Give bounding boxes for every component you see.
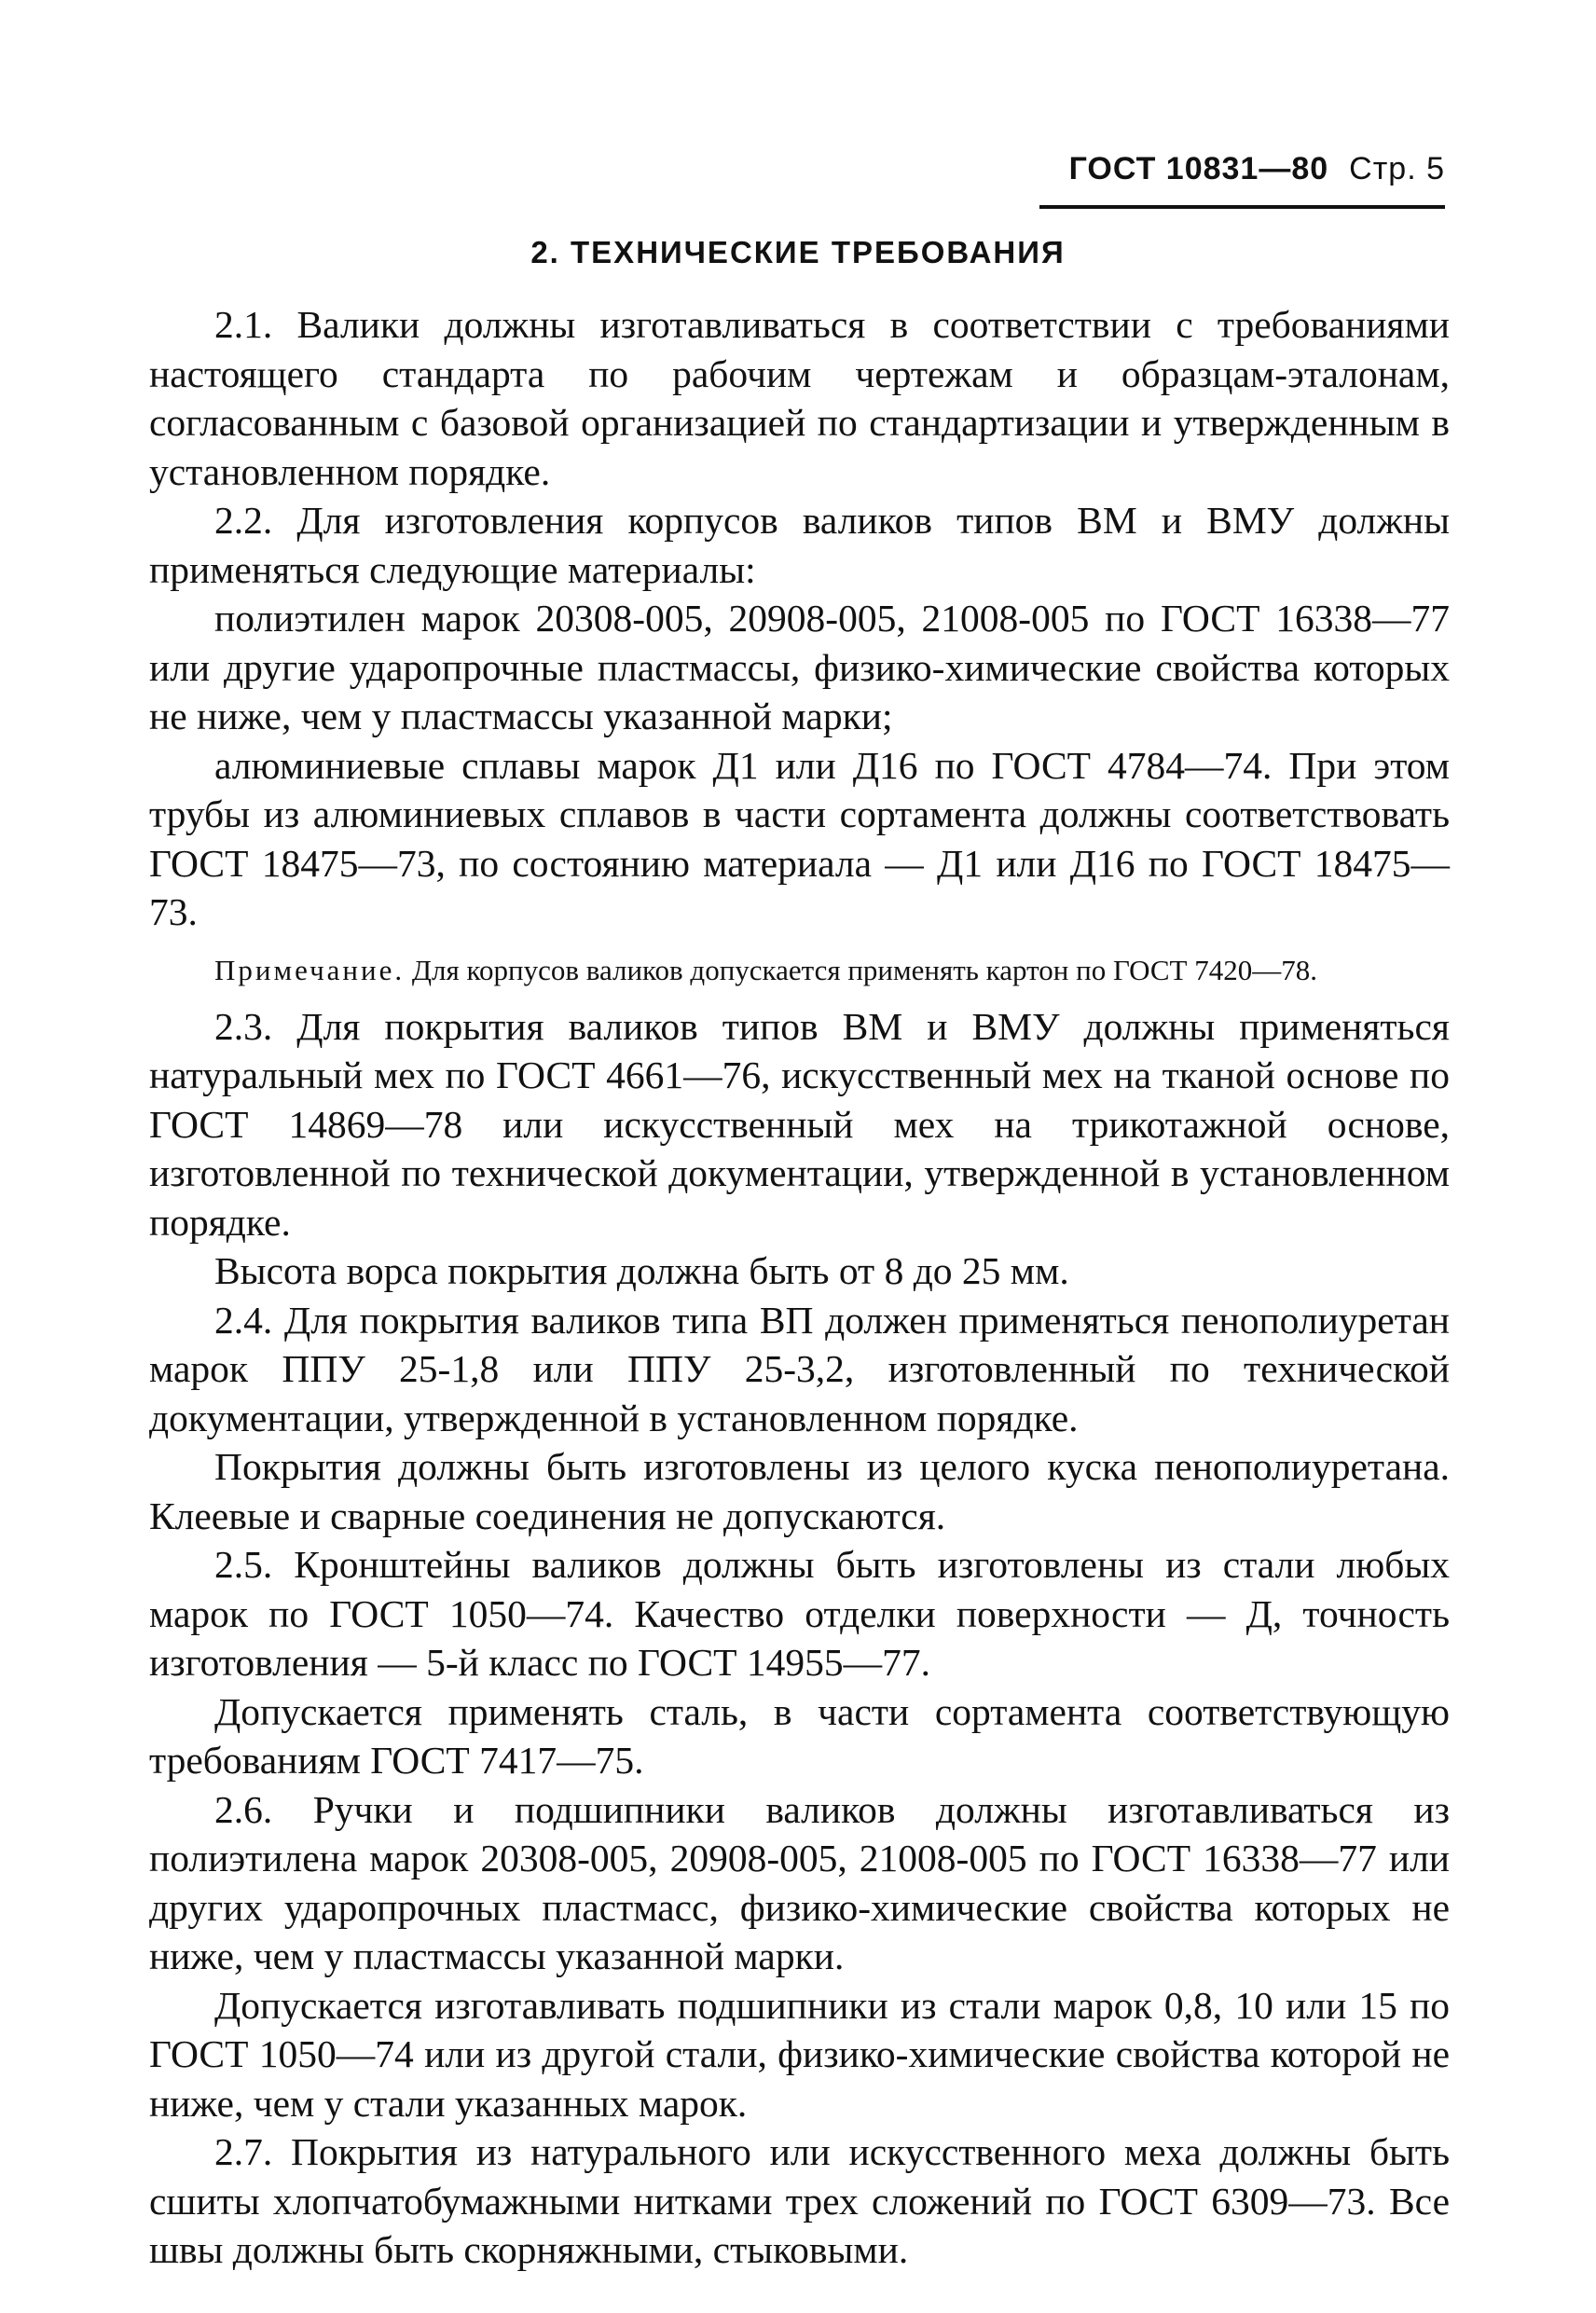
pile-height: Высота ворса покрытия должна быть от 8 до 25 мм. [214, 1249, 1069, 1292]
note-text: Для корпусов валиков допускается применять картон по ГОСТ 7420—78. [411, 953, 1317, 986]
document-body [149, 300, 1450, 2275]
paragraph-2-1: 2.1. Валики должны изготавливаться в соответствии с требованиями настоящего стандарта по рабочим чертежам и образцам-эталонам, согласованным с базовой организацией по стандартизации и утвержденным в установленном порядке. [149, 303, 1450, 493]
coating-requirement: Покрытия должны быть изготовлены из целого куска пенополиуретана. Клеевые и сварные соединения не допускаются. [149, 1445, 1450, 1537]
paragraph-2-3: 2.3. Для покрытия валиков типов ВМ и ВМУ должны применяться натуральный мех по ГОСТ 4661—76, искусственный мех на тканой основе по ГОСТ 14869—78 или искусственный мех на трикотажной основе, изготовленной по технической документации, утвержденной в установленном порядке. [149, 1004, 1450, 1244]
paragraph-2-5: 2.5. Кронштейны валиков должны быть изготовлены из стали любых марок по ГОСТ 1050—74. Качество отделки поверхности — Д, точность изготовления — 5-й класс по ГОСТ 14955—77. [149, 1543, 1450, 1684]
page-header [1069, 151, 1445, 187]
paragraph-2-6: 2.6. Ручки и подшипники валиков должны изготавливаться из полиэтилена марок 20308-005, 20908-005, 21008-005 по ГОСТ 16338—77 или других ударопрочных пластмасс, физико-химические свойства которых не ниже, чем у пластмассы указанной марки. [149, 1787, 1450, 1977]
page-number: Стр. 5 [1349, 151, 1445, 186]
note-label: Примечание. [214, 953, 406, 986]
steel-allowance: Допускается применять сталь, в части сортамента соответствующую требованиям ГОСТ 7417—75. [149, 1689, 1450, 1782]
paragraph-2-4: 2.4. Для покрытия валиков типа ВП должен применяться пенополиуретан марок ППУ 25-1,8 или ППУ 25-3,2, изготовленный по технической документации, утвержденной в установленном порядке. [149, 1298, 1450, 1439]
material-aluminium: алюминиевые сплавы марок Д1 или Д16 по ГОСТ 4784—74. При этом трубы из алюминиевых сплавов в части сортамента должны соответствовать ГОСТ 18475—73, по состоянию материала — Д1 или Д16 по ГОСТ 18475—73. [149, 743, 1450, 933]
paragraph-2-2: 2.2. Для изготовления корпусов валиков типов ВМ и ВМУ должны применяться следующие материалы: [149, 499, 1450, 591]
note [149, 952, 1450, 989]
header-rule [1039, 205, 1445, 209]
material-polyethylene: полиэтилен марок 20308-005, 20908-005, 21008-005 по ГОСТ 16338—77 или другие ударопрочные пластмассы, физико-химические свойства которых не ниже, чем у пластмассы указанной марки; [149, 597, 1450, 737]
bearing-allowance: Допускается изготавливать подшипники из стали марок 0,8, 10 или 15 по ГОСТ 1050—74 или из другой стали, физико-химические свойства которой не ниже, чем у стали указанных марок. [149, 1983, 1450, 2125]
paragraph-2-7: 2.7. Покрытия из натурального или искусственного меха должны быть сшиты хлопчатобумажными нитками трех сложений по ГОСТ 6309—73. Все швы должны быть скорняжными, стыковыми. [149, 2130, 1450, 2271]
document-code: ГОСТ 10831—80 [1068, 151, 1329, 186]
section-title: 2. ТЕХНИЧЕСКИЕ ТРЕБОВАНИЯ [530, 235, 1066, 269]
